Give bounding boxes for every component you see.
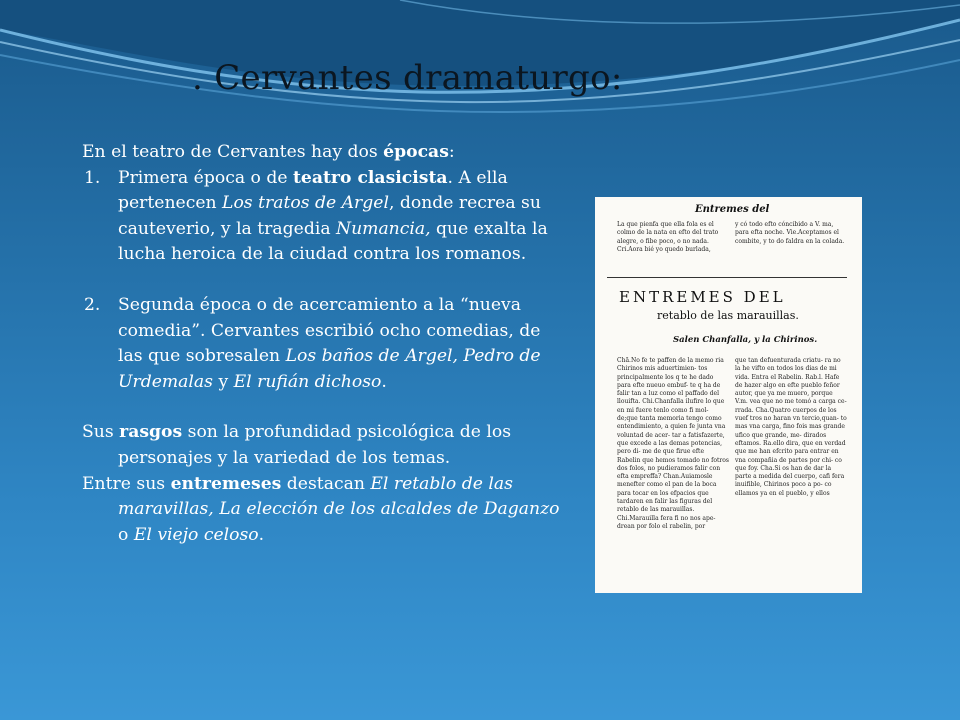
doc-top-left: La que pienfa que ella fola es el colmo de la nata en efto del trato alegre, o fibe poco, o no nada. Cri.Aora bié yo quedo burlada, [617, 221, 719, 253]
slide-body [82, 140, 562, 548]
doc-right-col: que tan defuenturada criatu- ra no la he vifto en todos los dias de mi vida. Entra el Rabelin. Rab.l. Hafe de hazer algo en efte pueblo feñor autor, que ya me muero, porque V.m. vea que no me tomó a carga ce- rrada. Cha.Quatro cuerpos de los vuef tros no haran vn tercio,quan- to mas vna carga, fino fois mas grande ufico que grande, me- dirados eftamos. Ra.ello dira, que en verdad que me han efcrito para entrar en vna compañia de partes por chi- co que foy. Cha.Si os han de dar la parte a medida del cuerpo, cafi fera inuifible, Chirinos poco a po- co ellamos ya en el pueblo, y ellos [735, 357, 847, 497]
doc-top-right: y có todo efto cóncibido a V. ma, para efta noche. Vie.Aceptamos el combite, y to do faldra en la colada. [735, 221, 845, 245]
doc-header: Entremes del [695, 204, 770, 215]
rasgos-paragraph: Sus rasgos son la profundidad psicológica de los personajes y la variedad de los temas. [82, 422, 512, 468]
list-item: 1. Primera época o de teatro clasicista. A ella pertenecen Los tratos de Argel, donde recrea su cauteverio, y la tragedia Numancia, que exalta la lucha heroica de la ciudad contra los romanos. [84, 167, 548, 265]
slide-title: . Cervantes dramaturgo: [192, 58, 623, 98]
intro-paragraph: En el teatro de Cervantes hay dos épocas: [82, 142, 455, 162]
doc-characters: Salen Chanfalla, y la Chirinos. [673, 335, 818, 345]
doc-left-col: Chã.No fe te paffen de la memo ria Chirinos mis aduertimien- tos principalmente los q te he dado para efte nueuo embuf- te q ha de falir tan a luz como el paffado del llouifta. Chi.Chanfalla ilufire lo que en mi fuere tenlo como fi mol- de;que tanta memoria tengo como entendimiento, a quien fe junta vna voluntad de acer- tar a fatisfazerte, que excede a las demas potencias, pero di- me de que firue efte Rabelin que hemos tomado no fotros dos folos, no pudieramos falir con efta empreffa? Chan.Auiamosle menefter como el pan de la boca para tocar en los efpacios que tardaren en falir las figuras del retablo de las marauillas. Chi.Marauilla fera fi no nos ape- drean por folo el rabelin, por [617, 357, 729, 530]
entremeses-paragraph: Entre sus entremeses destacan El retablo de las maravillas, La elección de los alcaldes de Daganzo o El viejo celoso. [82, 473, 560, 545]
list-item: 2. Segunda época o de acercamiento a la “nueva comedia”. Cervantes escribió ocho comedias, de las que sobresalen Los baños de Argel, Pedro de Urdemalas y El rufián dichoso. [84, 294, 541, 392]
doc-heading: ENTREMES DEL [619, 288, 786, 306]
document-image [595, 197, 862, 593]
epochs-list [82, 166, 562, 396]
doc-rule [607, 277, 847, 278]
doc-subheading: retablo de las marauillas. [657, 309, 799, 322]
